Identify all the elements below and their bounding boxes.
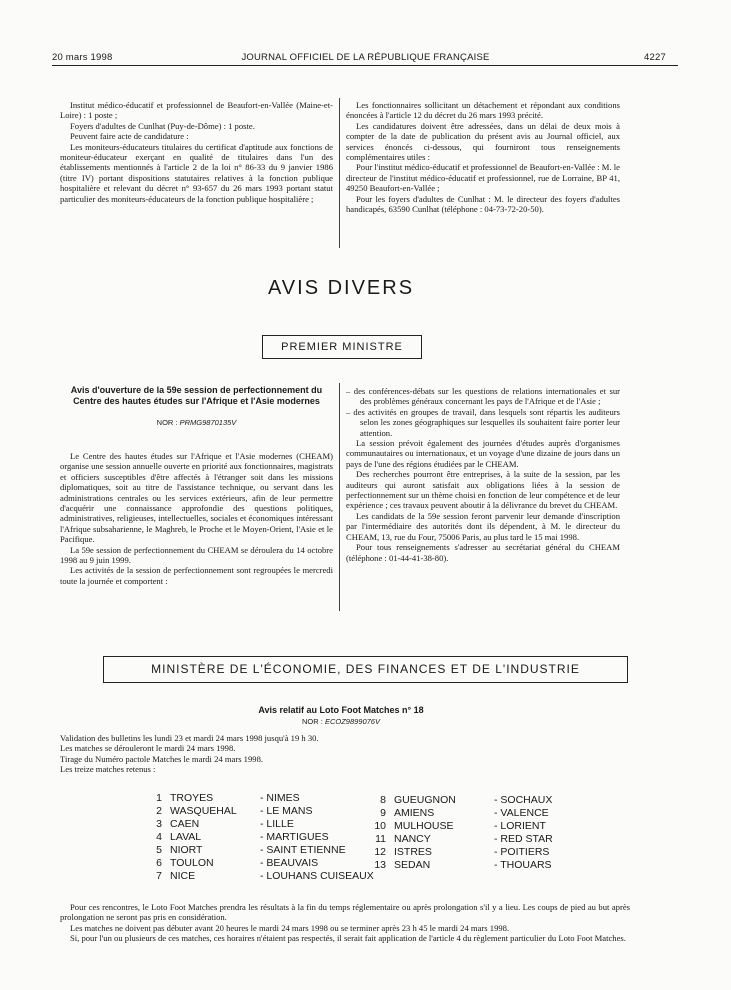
paragraph: Les treize matches retenus : bbox=[60, 764, 156, 775]
home-team: AMIENS bbox=[394, 807, 435, 819]
paragraph: Pour ces rencontres, le Loto Foot Matches prendra les résultats à la fin du temps réglementaire ou après prolongation s'il y a lieu. Les coups de pied au but après prolongation ne seront pas pris en considération. bbox=[60, 902, 630, 923]
cheam-notice-title: Avis d'ouverture de la 59e session de perfectionnement du Centre des hautes études sur l'Afrique et l'Asie modernes bbox=[70, 385, 323, 406]
away-team: - RED STAR bbox=[494, 833, 553, 845]
match-number: 4 bbox=[156, 831, 162, 843]
match-number: 1 bbox=[156, 792, 162, 804]
header-rule bbox=[52, 65, 678, 66]
match-row bbox=[372, 846, 564, 859]
nor-code: ECOZ9899076V bbox=[324, 717, 380, 726]
match-number: 10 bbox=[374, 820, 386, 832]
paragraph: Tirage du Numéro pactole Matches le mardi 24 mars 1998. bbox=[60, 753, 264, 764]
list-item: – des conférences-débats sur les questions de relations internationales et sur des problèmes généraux concernant les pays de l'Afrique et de l'Asie ; bbox=[346, 386, 620, 407]
section-title: AVIS DIVERS bbox=[267, 277, 415, 299]
top-right-column bbox=[346, 100, 620, 214]
match-row bbox=[148, 844, 374, 857]
loto-nor bbox=[0, 717, 682, 726]
loto-footer bbox=[60, 902, 630, 944]
home-team: NICE bbox=[170, 870, 196, 882]
home-team: TROYES bbox=[170, 792, 214, 804]
paragraph: Pour l'institut médico-éducatif et professionnel de Beaufort-en-Vallée : M. le directeur de l'institut médico-éducatif et professionnel, rue de Lorraine, BP 41, 49250 Beaufort-en-Vallée ; bbox=[346, 162, 620, 194]
nor-label: NOR : bbox=[156, 418, 178, 427]
matches-left-table bbox=[148, 792, 374, 883]
away-team: - SOCHAUX bbox=[494, 794, 553, 806]
away-team: - BEAUVAIS bbox=[260, 857, 319, 869]
top-left-column bbox=[60, 100, 333, 204]
paragraph: Peuvent faire acte de candidature : bbox=[70, 131, 189, 142]
match-number: 8 bbox=[380, 794, 386, 806]
away-team: - THOUARS bbox=[494, 859, 552, 871]
cheam-right-column bbox=[346, 386, 620, 563]
home-team: GUEUGNON bbox=[394, 794, 456, 806]
header-title: JOURNAL OFFICIEL DE LA RÉPUBLIQUE FRANÇAISE bbox=[241, 52, 490, 63]
match-number: 3 bbox=[156, 818, 162, 830]
cheam-nor bbox=[60, 418, 333, 427]
paragraph: Pour les foyers d'adultes de Cunlhat : M. le directeur des foyers d'adultes handicapés, 63590 Cunlhat (téléphone : 04-73-72-20-50). bbox=[346, 193, 620, 215]
away-team: - LOUHANS CUISEAUX bbox=[260, 870, 374, 882]
away-team: - LILLE bbox=[260, 818, 294, 830]
match-number: 7 bbox=[156, 870, 162, 882]
match-number: 13 bbox=[374, 859, 386, 871]
match-row bbox=[372, 794, 564, 807]
match-row bbox=[372, 820, 564, 833]
home-team: NANCY bbox=[394, 833, 431, 845]
paragraph: Foyers d'adultes de Cunlhat (Puy-de-Dôme) : 1 poste. bbox=[70, 120, 255, 131]
paragraph: Les matches se dérouleront le mardi 24 mars 1998. bbox=[60, 743, 236, 754]
away-team: - SAINT ETIENNE bbox=[260, 844, 346, 856]
paragraph: Les candidatures doivent être adressées, dans un délai de deux mois à compter de la date de publication du présent avis au Journal officiel, aux services énoncés ci-dessous, qui fourniront tous renseignements complémentaires utiles : bbox=[346, 120, 620, 163]
match-row bbox=[372, 833, 564, 846]
paragraph: Le Centre des hautes études sur l'Afrique et l'Asie modernes (CHEAM) organise une session annuelle ouverte en priorité aux fonctionnaires, magistrats et officiers susceptibles d'être affectés à l'étranger soit dans les missions diplomatiques, soit au titre de l'assistance technique, ou servant dans les administrations centrales ou les services extérieurs, afin de leur permettre d'acquérir une connaissance approfondie des questions politiques, administratives, religieuses, intellectuelles, sociales et économiques intéressant l'Afrique subsaharienne, le Maghreb, le Proche et le Moyen-Orient, l'Asie et le Pacifique. bbox=[60, 451, 333, 545]
home-team: WASQUEHAL bbox=[170, 805, 237, 817]
paragraph: La 59e session de perfectionnement du CHEAM se déroulera du 14 octobre 1998 au 9 juin 1999. bbox=[60, 544, 333, 566]
match-row bbox=[148, 792, 374, 805]
match-number: 9 bbox=[380, 807, 386, 819]
home-team: MULHOUSE bbox=[394, 820, 454, 832]
away-team: - NIMES bbox=[260, 792, 300, 804]
match-number: 2 bbox=[156, 805, 162, 817]
paragraph: Pour tous renseignements s'adresser au secrétariat général du CHEAM (téléphone : 01-44-41-38-80). bbox=[346, 542, 620, 563]
paragraph: Validation des bulletins les lundi 23 et mardi 24 mars 1998 jusqu'à 19 h 30. bbox=[60, 733, 319, 743]
home-team: LAVAL bbox=[170, 831, 202, 843]
paragraph: Les matches ne doivent pas débuter avant 20 heures le mardi 24 mars 1998 ou se terminer après 23 h 45 le mardi 24 mars 1998. bbox=[70, 922, 510, 933]
away-team: - POITIERS bbox=[494, 846, 550, 858]
match-row bbox=[372, 807, 564, 820]
home-team: CAEN bbox=[170, 818, 200, 830]
loto-intro bbox=[60, 733, 620, 775]
ministry-box-economie: MINISTÈRE DE L'ÉCONOMIE, DES FINANCES ET DE L'INDUSTRIE bbox=[103, 656, 628, 683]
ministry-box-premier-ministre: PREMIER MINISTRE bbox=[262, 335, 422, 359]
match-row bbox=[148, 870, 374, 883]
match-number: 5 bbox=[156, 844, 162, 856]
paragraph: Les activités de la session de perfectionnement sont regroupées le mercredi toute la journée et comportent : bbox=[60, 565, 333, 586]
match-row bbox=[148, 831, 374, 844]
paragraph: Les candidats de la 59e session feront parvenir leur demande d'inscription par l'intermédiaire des autorités dont ils dépendent, à M. le directeur du CHEAM, 13, rue du Four, 75006 Paris, au plus tard le 15 mai 1998. bbox=[346, 510, 620, 542]
match-row bbox=[372, 859, 564, 872]
match-row bbox=[148, 857, 374, 870]
match-number: 12 bbox=[374, 846, 386, 858]
away-team: - VALENCE bbox=[494, 807, 549, 819]
match-number: 6 bbox=[156, 857, 162, 869]
paragraph: Institut médico-éducatif et professionnel de Beaufort-en-Vallée (Maine-et-Loire) : 1 poste ; bbox=[60, 100, 333, 121]
cheam-left-column bbox=[60, 385, 333, 586]
home-team: NIORT bbox=[170, 844, 203, 856]
paragraph: La session prévoit également des journées d'études auprès d'organismes communautaires ou internationaux, et un voyage d'une dizaine de jours dans un pays de l'une des régions étudiées par le CHEAM. bbox=[346, 438, 620, 469]
paragraph: Les fonctionnaires sollicitant un détachement et répondant aux conditions énoncées à l'article 12 du décret du 26 mars 1993 précité. bbox=[346, 100, 620, 121]
match-row bbox=[148, 805, 374, 818]
nor-label: NOR : bbox=[302, 717, 323, 726]
nor-code: PRMG9870135V bbox=[179, 418, 237, 427]
home-team: ISTRES bbox=[394, 846, 432, 858]
column-divider bbox=[339, 98, 340, 248]
header-page-number: 4227 bbox=[644, 52, 666, 63]
match-number: 11 bbox=[375, 833, 386, 845]
match-row bbox=[148, 818, 374, 831]
paragraph: Si, pour l'un ou plusieurs de ces matches, ces horaires n'étaient pas respectés, il serait fait application de l'article 4 du règlement particulier du Loto Foot Matches. bbox=[70, 933, 626, 944]
home-team: TOULON bbox=[170, 857, 214, 869]
loto-notice-title: Avis relatif au Loto Foot Matches n° 18 bbox=[258, 705, 424, 715]
paragraph: Les moniteurs-éducateurs titulaires du certificat d'aptitude aux fonctions de moniteur-éducateur exerçant en qualité de titulaires dans l'un des établissements mentionnés à l'article 2 de la loi n° 86-33 du 9 janvier 1986 (titre IV) portant dispositions statutaires relatives à la fonction publique hospitalière et relevant du décret n° 93-657 du 26 mars 1993 portant statut particulier des moniteurs-éducateurs de la fonction publique hospitalière ; bbox=[60, 141, 333, 204]
home-team: SEDAN bbox=[394, 859, 431, 871]
away-team: - MARTIGUES bbox=[260, 831, 329, 843]
column-divider bbox=[339, 383, 340, 611]
away-team: - LORIENT bbox=[494, 820, 546, 832]
away-team: - LE MANS bbox=[260, 805, 313, 817]
header-date: 20 mars 1998 bbox=[52, 52, 113, 63]
paragraph: Des recherches pourront être entreprises, à la suite de la session, par les auditeurs qui auront satisfait aux obligations liées à la session de perfectionnement sur un thème choisi en fonction de leur compétence et de leur expérience ; ces travaux peuvent aboutir à la délivrance du brevet du CHEAM. bbox=[346, 469, 620, 511]
matches-right-table bbox=[372, 794, 564, 872]
list-item: – des activités en groupes de travail, dans lesquels sont répartis les auditeurs selon les zones géographiques sur lesquelles ils souhaitent faire porter leur attention. bbox=[346, 406, 620, 438]
